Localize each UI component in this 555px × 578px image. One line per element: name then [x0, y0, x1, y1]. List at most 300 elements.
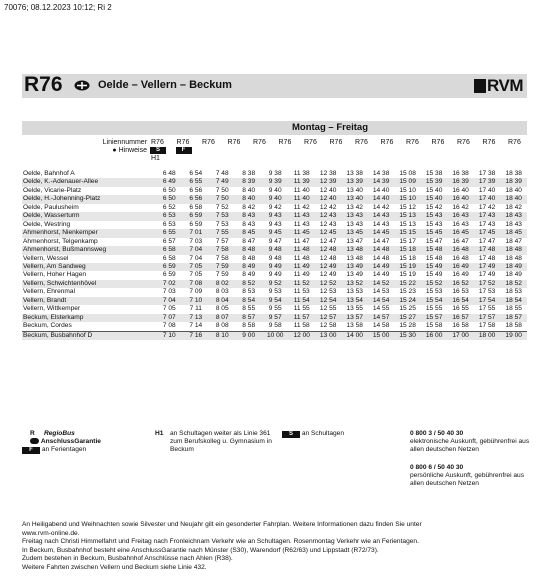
departure-time: 16 48	[447, 246, 473, 254]
departure-time: 8 49	[242, 271, 256, 279]
departure-time: 7 02	[156, 280, 182, 288]
departure-time: 15 48	[421, 246, 447, 254]
departure-time: 15 42	[425, 203, 443, 211]
departure-time: 11 42	[293, 203, 310, 211]
departure-time: 13 40	[346, 186, 363, 194]
departure-time: 15 23	[399, 288, 416, 296]
legend-f-key: F	[22, 447, 40, 454]
departure-time: 16 43	[452, 220, 469, 228]
departure-time: 17 40	[474, 195, 500, 203]
departure-time: 13 43	[341, 212, 367, 220]
departure-time: 18 49	[500, 263, 527, 271]
departure-time: 7 57	[215, 237, 229, 245]
departure-time: 7 04	[156, 297, 182, 305]
departure-time: 14 38	[372, 170, 390, 177]
column-badge: S	[150, 147, 166, 154]
footer-line: An Heiligabend und Weihnachten sowie Silvester und Neujahr gilt ein gesonderter Fahrplan. Weitere Informationen dazu finden Sie unter	[22, 521, 422, 528]
departure-time: 9 58	[268, 322, 282, 330]
departure-time: 7 08	[183, 280, 209, 288]
departure-time: 7 48	[215, 170, 229, 177]
departure-time: 13 52	[341, 280, 367, 288]
departure-time: 8 55	[242, 305, 256, 313]
departure-time: 9 39	[262, 178, 288, 186]
departure-time: 15 53	[425, 288, 443, 296]
departure-time: 11 55	[293, 305, 310, 313]
departure-time: 8 07	[209, 314, 235, 322]
departure-time: 12 58	[319, 322, 337, 330]
table-row	[22, 238, 527, 246]
departure-time: 15 10	[394, 195, 420, 203]
departure-time: 7 13	[183, 314, 209, 322]
table-row	[22, 271, 527, 279]
table-row	[22, 305, 527, 313]
departure-time: 15 19	[399, 271, 416, 279]
departure-time: 11 52	[288, 280, 314, 288]
departure-time: 17 53	[478, 288, 496, 296]
departure-time: 6 56	[183, 195, 209, 203]
departure-time: 12 54	[315, 297, 341, 305]
departure-time: 14 54	[368, 297, 394, 305]
departure-time: 14 49	[372, 271, 390, 279]
departure-time: 13 38	[346, 170, 363, 177]
departure-time: 15 39	[421, 178, 447, 186]
route-number: R76	[24, 73, 63, 96]
departure-time: 6 59	[162, 271, 176, 279]
bus-icon	[74, 80, 90, 91]
departure-time: 11 58	[293, 322, 310, 330]
departure-time: 17 47	[478, 237, 496, 245]
departure-time: 7 59	[215, 271, 229, 279]
departure-time: 7 04	[183, 246, 209, 254]
stop-name: Beckum, Busbahnhof D	[22, 331, 156, 340]
column-line-number: R76	[278, 139, 292, 146]
departure-time: 13 39	[341, 178, 367, 186]
departure-time: 15 55	[425, 305, 443, 313]
stop-name: Oelde, Wasserturm	[22, 212, 156, 220]
departure-time: 12 49	[315, 263, 341, 271]
departure-time: 13 58	[346, 322, 363, 330]
departure-time: 7 53	[215, 220, 229, 228]
departure-time: 16 55	[452, 305, 469, 313]
departure-time: 7 49	[209, 178, 235, 186]
departure-time: 7 05	[162, 305, 176, 313]
departure-time: 9 00	[235, 331, 261, 340]
departure-time: 11 43	[288, 212, 314, 220]
legend-h1-key: H1	[155, 430, 164, 437]
departure-time: 12 38	[319, 170, 337, 177]
departure-time: 6 58	[189, 203, 203, 211]
departure-time: 6 59	[189, 220, 203, 228]
departure-time: 8 02	[209, 280, 235, 288]
departure-time: 15 52	[421, 280, 447, 288]
departure-time: 7 10	[183, 297, 209, 305]
departure-time: 15 27	[394, 314, 420, 322]
document-meta: 70076; 08.12.2023 10:12; Ri 2	[4, 3, 112, 12]
departure-time: 8 40	[242, 186, 256, 194]
footer-line: Weitere Fahrten zwischen Vellern und Beckum siehe Linie 432.	[22, 563, 207, 571]
departure-time: 7 07	[156, 314, 182, 322]
departure-time: 15 30	[394, 331, 420, 340]
departure-time: 18 58	[505, 322, 522, 330]
table-row	[22, 187, 527, 195]
departure-time: 15 22	[394, 280, 420, 288]
departure-time: 14 48	[368, 246, 394, 254]
departure-time: 16 00	[421, 331, 447, 340]
departure-time: 19 00	[500, 331, 527, 340]
departure-time: 13 54	[341, 297, 367, 305]
departure-time: 18 38	[505, 170, 522, 177]
departure-time: 15 48	[425, 254, 443, 262]
table-row	[22, 195, 527, 203]
departure-time: 11 49	[288, 263, 314, 271]
stop-name: Oelde, Bahnhof A	[23, 170, 75, 177]
departure-time: 18 49	[505, 271, 522, 279]
departure-time: 17 43	[474, 212, 500, 220]
table-row	[22, 229, 527, 237]
departure-time: 15 13	[394, 212, 420, 220]
departure-time: 12 40	[315, 195, 341, 203]
departure-time: 13 48	[346, 254, 363, 262]
departure-time: 12 53	[319, 288, 337, 296]
departure-time: 6 52	[162, 203, 176, 211]
departure-time: 18 00	[474, 331, 500, 340]
departure-time: 16 45	[447, 229, 473, 237]
departure-time: 7 50	[209, 195, 235, 203]
departure-time: 18 45	[500, 229, 527, 237]
departure-time: 8 47	[242, 237, 256, 245]
departure-time: 6 50	[162, 186, 176, 194]
departure-time: 11 40	[288, 195, 314, 203]
column-line-number: R76	[227, 139, 241, 146]
table-row	[22, 322, 527, 331]
departure-time: 13 47	[346, 237, 363, 245]
departure-time: 16 40	[447, 195, 473, 203]
departure-time: 7 03	[162, 288, 176, 296]
departure-time: 7 09	[189, 288, 203, 296]
departure-time: 14 42	[372, 203, 390, 211]
departure-time: 6 49	[156, 178, 182, 186]
column-line-number: R76	[508, 139, 521, 146]
departure-time: 12 47	[319, 237, 337, 245]
legend-s	[282, 430, 344, 438]
departure-time: 15 47	[425, 237, 443, 245]
departure-time: 16 49	[447, 263, 473, 271]
table-row	[22, 280, 527, 288]
departure-time: 17 45	[474, 229, 500, 237]
departure-time: 11 38	[293, 170, 310, 177]
departure-time: 14 48	[372, 254, 390, 262]
departure-time: 12 48	[315, 246, 341, 254]
departure-time: 15 43	[425, 220, 443, 228]
stop-name: Vellern, Wessel	[23, 254, 69, 262]
departure-time: 13 55	[346, 305, 363, 313]
departure-time: 6 56	[189, 186, 203, 194]
departure-time: 14 39	[368, 178, 394, 186]
departure-time: 13 48	[341, 246, 367, 254]
departure-time: 18 43	[500, 212, 527, 220]
table-row	[22, 255, 527, 263]
footer-notes	[22, 521, 542, 572]
departure-time: 9 53	[268, 288, 282, 296]
departure-time: 11 48	[293, 254, 310, 262]
departure-time: 14 45	[368, 229, 394, 237]
departure-time: 14 57	[368, 314, 394, 322]
departure-time: 9 48	[268, 254, 282, 262]
footer-line: In Beckum, Busbahnhof besteht eine AnschlussGarantie nach Münster (S30), Warendorf (R62/63) und Lippstadt (R72/73).	[22, 546, 379, 554]
departure-time: 13 57	[341, 314, 367, 322]
departure-time: 16 38	[452, 170, 469, 177]
departure-time: 9 49	[268, 271, 282, 279]
departure-time: 8 43	[242, 220, 256, 228]
departure-time: 18 40	[505, 186, 522, 194]
departure-time: 16 53	[452, 288, 469, 296]
column-line-number: R76	[253, 139, 266, 146]
departure-time: 14 43	[372, 220, 390, 228]
table-row	[22, 297, 527, 305]
departure-time: 12 49	[319, 271, 337, 279]
departure-time: 11 54	[288, 297, 314, 305]
departure-time: 15 40	[425, 186, 443, 194]
stop-name: Beckum, Cordes	[23, 322, 72, 330]
departure-time: 6 57	[162, 237, 176, 245]
notes-label: ● Hinweise	[112, 147, 147, 154]
departure-time: 9 55	[268, 305, 282, 313]
departure-time: 11 47	[293, 237, 310, 245]
departure-time: 9 40	[268, 186, 282, 194]
departure-time: 6 53	[162, 220, 176, 228]
departure-time: 6 58	[162, 254, 176, 262]
departure-time: 8 08	[215, 322, 229, 330]
departure-time: 12 48	[319, 254, 337, 262]
departure-time: 8 42	[242, 203, 256, 211]
departure-time: 7 50	[215, 186, 229, 194]
departure-time: 18 47	[505, 237, 522, 245]
departure-time: 7 58	[209, 246, 235, 254]
legend-h1-text: an Schultagen weiter als Linie 361 zum Berufskolleg u. Gymnasium in Beckum	[170, 430, 272, 453]
departure-time: 13 43	[346, 220, 363, 228]
stop-name: Ahmenhorst, Nienkemper	[22, 229, 156, 237]
departure-time: 8 43	[235, 212, 261, 220]
departure-time: 17 00	[447, 331, 473, 340]
departure-time: 12 00	[288, 331, 314, 340]
departure-time: 16 49	[452, 271, 469, 279]
departure-time: 12 52	[315, 280, 341, 288]
line-number-label: Liniennummer	[102, 139, 147, 146]
departure-time: 13 53	[346, 288, 363, 296]
departure-time: 14 52	[368, 280, 394, 288]
column-line-number: R76	[304, 139, 317, 146]
departure-time: 17 40	[478, 186, 496, 194]
departure-time: 14 47	[372, 237, 390, 245]
departure-time: 14 00	[341, 331, 367, 340]
departure-time: 6 53	[156, 212, 182, 220]
departure-time: 14 40	[372, 186, 390, 194]
departure-time: 15 09	[394, 178, 420, 186]
table-row	[22, 204, 527, 212]
departure-time: 8 52	[235, 280, 261, 288]
legend-ag-text: AnschlussGarantie	[40, 438, 101, 445]
departure-time: 16 40	[452, 186, 469, 194]
departure-time: 7 59	[209, 263, 235, 271]
departure-time: 15 13	[399, 220, 416, 228]
departure-time: 11 53	[293, 288, 310, 296]
stop-name: Oelde, K.-Adenauer-Allee	[22, 178, 156, 186]
logo-mark-icon	[474, 79, 486, 93]
departure-time: 17 55	[478, 305, 496, 313]
departure-time: 17 48	[474, 246, 500, 254]
departure-time: 17 48	[478, 254, 496, 262]
phone-personal-text: persönliche Auskunft, gebührenfrei aus allen deutschen Netzen	[410, 472, 524, 487]
departure-time: 6 48	[162, 170, 176, 177]
departure-time: 7 05	[189, 271, 203, 279]
departure-time: 16 47	[452, 237, 469, 245]
column-line-number: R76	[406, 139, 419, 146]
legend-f	[22, 446, 86, 454]
departure-time: 8 48	[242, 254, 256, 262]
departure-time: 13 49	[346, 271, 363, 279]
departure-time: 6 59	[156, 263, 182, 271]
departure-time: 9 45	[262, 229, 288, 237]
stop-name: Vellern, Brandt	[22, 297, 156, 305]
departure-time: 15 25	[399, 305, 416, 313]
column-line-number: R76	[457, 139, 470, 146]
column-line-number: R76	[355, 139, 368, 146]
departure-time: 17 38	[478, 170, 496, 177]
departure-time: 9 42	[268, 203, 282, 211]
legend-r-key: R	[30, 430, 35, 437]
departure-time: 15 19	[394, 263, 420, 271]
departure-time: 6 58	[156, 246, 182, 254]
departure-time: 7 16	[183, 331, 209, 340]
departure-time: 15 10	[399, 186, 416, 194]
departure-time: 16 57	[447, 314, 473, 322]
departure-time: 13 42	[346, 203, 363, 211]
phone-electronic: 0 800 3 / 50 40 30	[410, 430, 464, 437]
departure-time: 12 43	[319, 220, 337, 228]
departure-time: 8 45	[235, 229, 261, 237]
departure-time: 8 10	[209, 331, 235, 340]
legend-f-text: an Ferientagen	[41, 446, 87, 453]
departure-time: 9 38	[268, 170, 282, 177]
departure-time: 8 58	[242, 322, 256, 330]
departure-time: 18 57	[500, 314, 527, 322]
departure-time: 13 40	[341, 195, 367, 203]
departure-time: 18 53	[505, 288, 522, 296]
departure-time: 9 43	[268, 220, 282, 228]
departure-time: 9 49	[262, 263, 288, 271]
departure-time: 15 18	[399, 254, 416, 262]
departure-time: 8 39	[235, 178, 261, 186]
departure-time: 14 43	[368, 212, 394, 220]
departure-time: 8 04	[209, 297, 235, 305]
departure-time: 8 48	[235, 246, 261, 254]
departure-time: 13 49	[341, 263, 367, 271]
departure-time: 9 43	[262, 212, 288, 220]
departure-time: 16 48	[452, 254, 469, 262]
departure-time: 9 48	[262, 246, 288, 254]
departure-time: 15 49	[425, 271, 443, 279]
departure-time: 7 11	[189, 305, 202, 313]
departure-time: 18 40	[500, 195, 527, 203]
departure-time: 17 42	[478, 203, 496, 211]
departure-time: 7 03	[189, 237, 203, 245]
departure-time: 10 00	[262, 331, 288, 340]
departure-time: 18 48	[505, 254, 522, 262]
departure-time: 15 18	[394, 246, 420, 254]
table-row	[22, 178, 527, 186]
departure-time: 7 04	[189, 254, 203, 262]
departure-time: 17 39	[474, 178, 500, 186]
departure-time: 6 50	[156, 195, 182, 203]
departure-time: 8 53	[242, 288, 256, 296]
departure-time: 15 43	[421, 212, 447, 220]
departure-time: 11 57	[288, 314, 314, 322]
stop-name: Vellern, Am Sandweg	[22, 263, 156, 271]
stop-name: Vellern, Hoher Hagen	[23, 271, 87, 279]
departure-time: 8 40	[235, 195, 261, 203]
table-row	[22, 246, 527, 254]
stop-name: Vellern, Wittkemper	[23, 305, 81, 313]
departure-time: 14 53	[372, 288, 390, 296]
departure-time: 7 14	[189, 322, 203, 330]
departure-time: 8 54	[235, 297, 261, 305]
departure-time: 9 40	[262, 195, 288, 203]
departure-time: 18 54	[500, 297, 527, 305]
operator-logo	[474, 76, 523, 96]
departure-time: 18 43	[505, 220, 522, 228]
stop-name: Ahmenhorst, Telgenkamp	[23, 237, 98, 245]
table-row	[22, 263, 527, 271]
departure-time: 16 42	[452, 203, 469, 211]
departure-time: 6 59	[183, 212, 209, 220]
departure-time: 15 49	[421, 263, 447, 271]
table-row	[22, 314, 527, 322]
departure-time: 15 24	[394, 297, 420, 305]
table-row	[22, 212, 527, 220]
departure-time: 7 58	[215, 254, 229, 262]
departure-time: 14 40	[368, 195, 394, 203]
departure-time: 11 45	[288, 229, 314, 237]
departure-time: 6 54	[189, 170, 203, 177]
departure-time: 12 45	[315, 229, 341, 237]
timetable	[22, 170, 527, 340]
departure-time: 9 54	[262, 297, 288, 305]
stop-name: Beckum, Elsterkamp	[22, 314, 156, 322]
departure-time: 13 45	[341, 229, 367, 237]
stop-name: Vellern, Schwichtenhövel	[22, 280, 156, 288]
column-line-number: R76	[380, 139, 394, 146]
departure-time: 14 58	[372, 322, 390, 330]
departure-time: 12 57	[315, 314, 341, 322]
departure-time: 7 05	[183, 263, 209, 271]
departure-time: 17 57	[474, 314, 500, 322]
departure-time: 16 39	[447, 178, 473, 186]
departure-time: 18 39	[500, 178, 527, 186]
stop-name: Vellern, Ehrenmal	[23, 288, 76, 296]
footer-line: Freitag nach Christi Himmelfahrt und Freitag nach Fronleichnam Verkehr wie an Schultagen. Rosenmontag Verkehr wie an Ferientagen.	[22, 538, 419, 545]
departure-time: 15 15	[394, 229, 420, 237]
departure-time: 11 43	[293, 220, 310, 228]
departure-time: 12 40	[319, 186, 337, 194]
departure-time: 14 55	[372, 305, 390, 313]
departure-time: 16 54	[447, 297, 473, 305]
departure-time: 12 42	[319, 203, 337, 211]
departure-time: 15 58	[425, 322, 443, 330]
departure-time: 7 53	[209, 212, 235, 220]
day-type-band	[22, 121, 527, 135]
departure-time: 12 39	[315, 178, 341, 186]
column-line-number: R76	[431, 139, 445, 146]
